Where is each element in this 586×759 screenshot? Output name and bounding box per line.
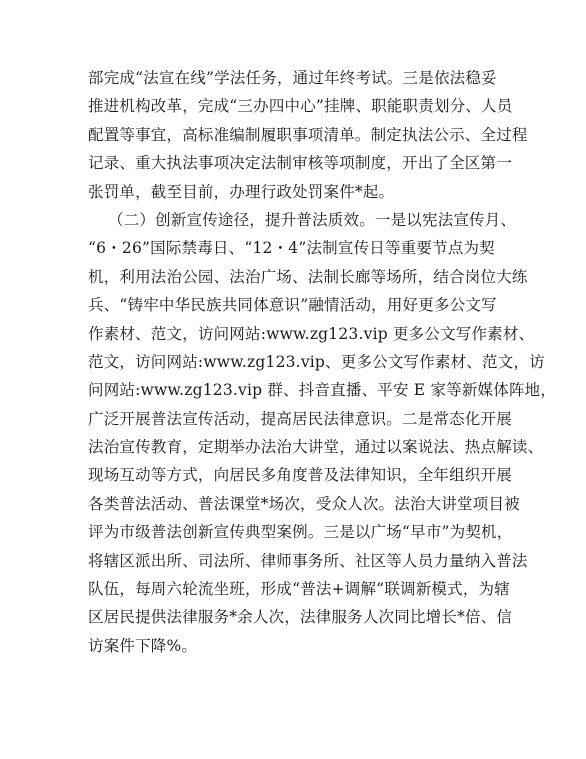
text-line-19: 队伍，每周六轮流坐班，形成“普法+调解”联调新模式，为辖 xyxy=(88,580,510,599)
text-line-5: 张罚单，截至目前，办理行政处罚案件*起。 xyxy=(88,182,395,201)
text-line-1: 部完成“法宣在线”学法任务，通过年终考试。三是依法稳妥 xyxy=(88,69,497,87)
text-line-20: 区居民提供法律服务*余人次，法律服务人次同比增长*倍、信 xyxy=(88,608,513,627)
text-line-7: “6・26”国际禁毒日、“12・4”法制宣传日等重要节点为契 xyxy=(88,239,495,258)
document-body xyxy=(88,64,557,660)
text-line-12: 问网站:www.zg123.vip 群、抖音直播、平安 E 家等新媒体阵地， xyxy=(88,381,557,400)
text-line-18: 将辖区派出所、司法所、律师事务所、社区等人员力量纳入普法 xyxy=(88,551,528,570)
paragraph-heading-line: （二）创新宣传途径，提升普法质效。一是以宪法宣传月、 xyxy=(108,210,517,229)
text-line-11: 范文，访问网站:www.zg123.vip、更多公文写作素材、范文，访 xyxy=(88,352,545,371)
text-line-15: 现场互动等方式，向居民多角度普及法律知识，全年组织开展 xyxy=(88,466,512,485)
text-line-3: 配置等事宜，高标准编制履职事项清单。制定执法公示、全过程 xyxy=(88,125,528,144)
text-line-21: 访案件下降%。 xyxy=(88,636,198,655)
text-line-17: 评为市级普法创新宣传典型案例。三是以广场“早市”为契机， xyxy=(88,523,513,542)
text-line-13: 广泛开展普法宣传活动，提高居民法律意识。二是常态化开展 xyxy=(88,409,512,428)
text-line-4: 记录、重大执法事项决定法制审核等项制度，开出了全区第一 xyxy=(88,154,512,173)
text-line-14: 法治宣传教育，定期举办法治大讲堂，通过以案说法、热点解读、 xyxy=(88,438,544,457)
text-line-2: 推进机构改革，完成“三办四中心”挂牌、职能职责划分、人员 xyxy=(88,97,513,116)
text-line-10: 作素材、范文，访问网站:www.zg123.vip 更多公文写作素材、 xyxy=(88,324,535,343)
text-line-8: 机，利用法治公园、法治广场、法制长廊等场所，结合岗位大练 xyxy=(88,267,528,286)
text-line-9: 兵、“铸牢中华民族共同体意识”融情活动，用好更多公文写 xyxy=(88,296,497,315)
text-line-16: 各类普法活动、普法课堂*场次，受众人次。法治大讲堂项目被 xyxy=(88,494,520,513)
